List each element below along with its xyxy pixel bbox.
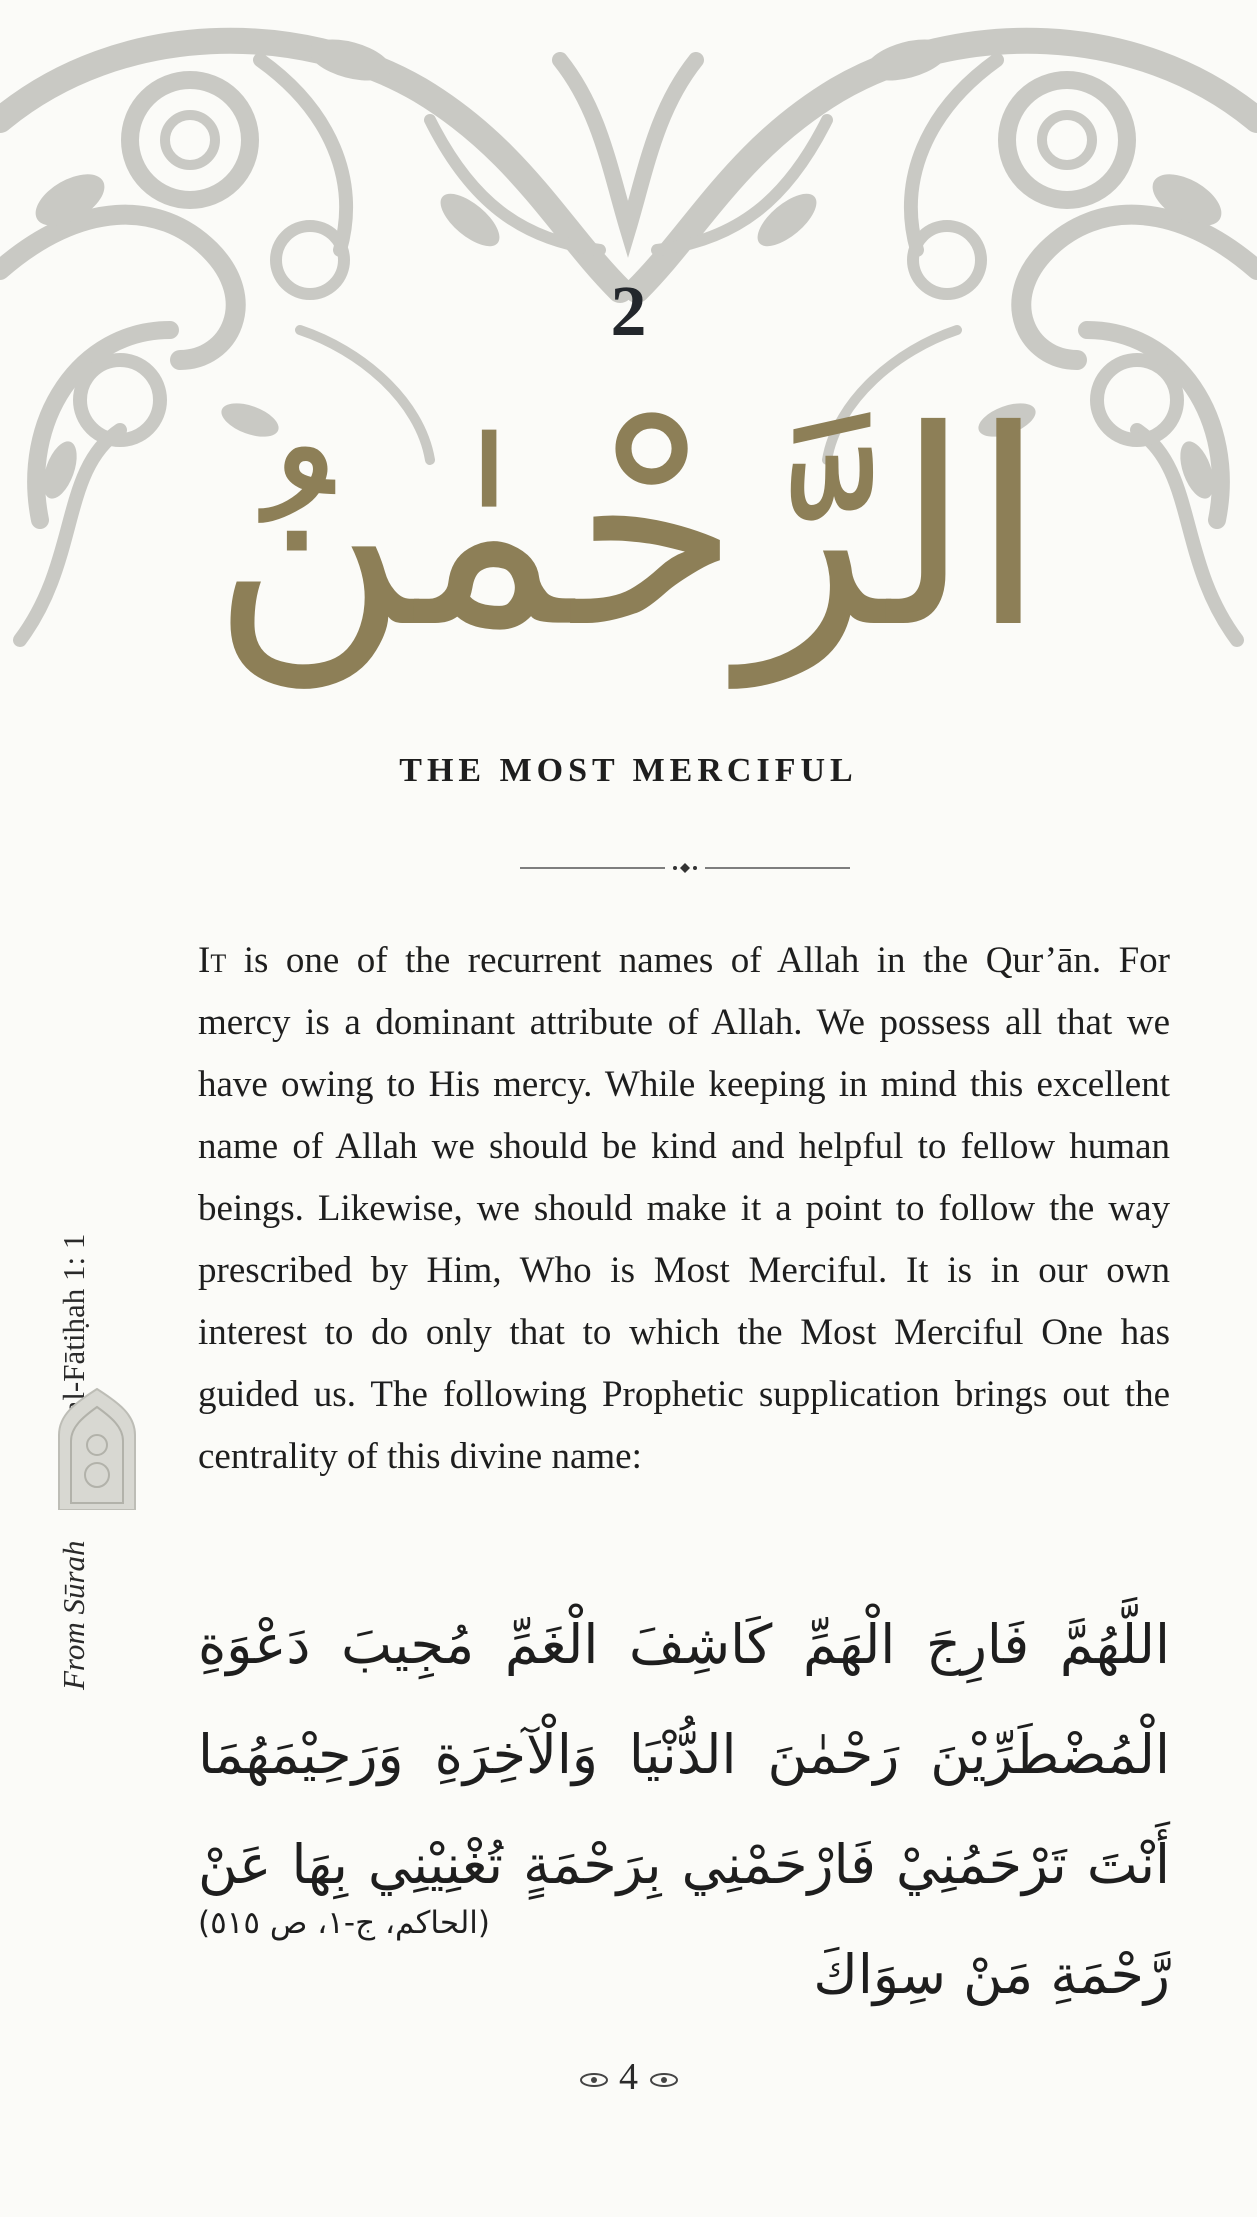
chapter-title: THE MOST MERCIFUL [399,752,858,789]
side-label-prefix: From Sūrah [56,1540,91,1690]
side-label-surah: al-Fātiḥah [56,1288,91,1415]
body-paragraph [198,930,1170,1488]
folio-ornament-right-icon [648,2070,680,2090]
body-text: is one of the recurrent names of Allah in the Qur’ān. For mercy is a dominant attribute of Allah. We possess all that we have owing to His mercy. While keeping in mind this excellent name of Allah we should be kind and helpful to fellow human beings. Likewise, we should make it a point to follow the way prescribed by Him, Who is Most Merciful. It is in our own interest to do only that to which the Most Merciful One has guided us. The following Prophetic supplication brings out the centrality of this divine name: [198,940,1170,1477]
section-divider [520,862,850,874]
side-label-verse: 1: 1 [56,1233,91,1281]
body-lead: It [198,940,227,981]
folio-ornament-left-icon [578,2070,610,2090]
arabic-divine-name: الرَّحْمٰنُ [211,372,1046,687]
chapter-number: 2 [610,271,647,351]
hadith-reference: (الحاكم، ج-١، ص ٥١٥) [198,1905,490,1941]
page-number: 4 [619,2056,638,2098]
mihrab-emblem-icon [55,1385,139,1510]
arabic-supplication: اللَّهُمَّ فَارِجَ الْهَمِّ كَاشِفَ الْغَمِّ مُجِيبَ دَعْوَةِ الْمُضْطَرِّيْنَ رَحْمٰنَ الدُّنْيَا وَالْآخِرَةِ وَرَحِيْمَهُمَا أَنْتَ تَرْحَمُنِيْ فَارْحَمْنِي بِرَحْمَةٍ تُغْنِيْنِي بِهَا عَنْ رَّحْمَةِ مَنْ سِوَاكَ [198,1613,1170,2006]
page-footer [0,2055,1257,2099]
